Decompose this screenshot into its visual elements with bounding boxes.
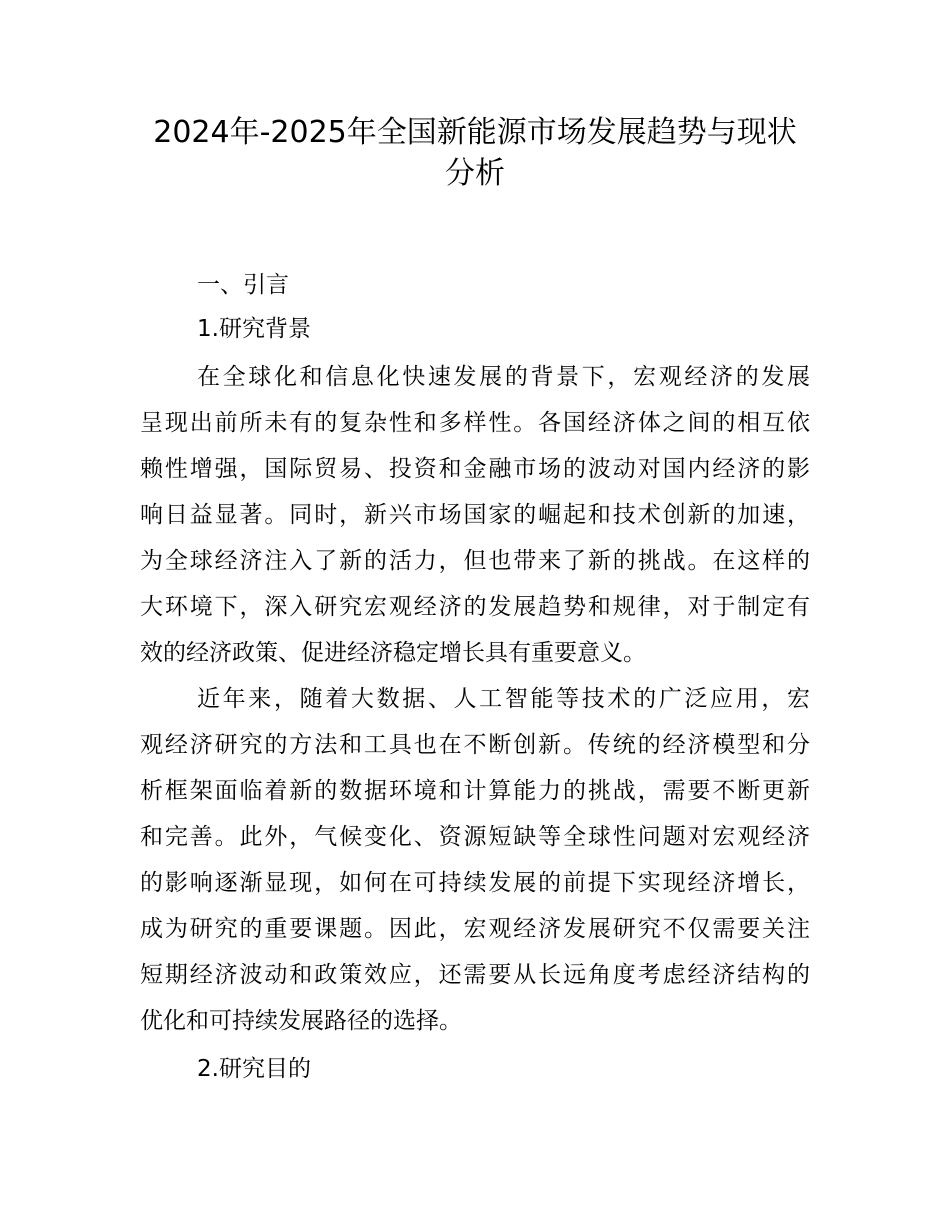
- paragraph-line: 大环境下，深入研究宏观经济的发展趋势和规律，对于制定有: [140, 594, 810, 620]
- document-title-line-1: 2024年-2025年全国新能源市场发展趋势与现状: [153, 115, 797, 150]
- section-heading-intro: 一、引言: [197, 272, 289, 298]
- paragraph-line: 析框架面临着新的数据环境和计算能力的挑战，需要不断更新: [140, 778, 810, 804]
- paragraph-line: 成为研究的重要课题。因此，宏观经济发展研究不仅需要关注: [140, 916, 810, 942]
- paragraph-line: 赖性增强，国际贸易、投资和金融市场的波动对国内经济的影: [140, 456, 810, 482]
- subsection-heading-purpose: 2.研究目的: [197, 1056, 311, 1082]
- paragraph-line: 的影响逐渐显现，如何在可持续发展的前提下实现经济增长，: [140, 870, 810, 896]
- paragraph-line: 呈现出前所未有的复杂性和多样性。各国经济体之间的相互依: [140, 410, 810, 436]
- paragraph-line: 短期经济波动和政策效应，还需要从长远角度考虑经济结构的: [140, 962, 810, 988]
- paragraph-line: 为全球经济注入了新的活力，但也带来了新的挑战。在这样的: [140, 548, 810, 574]
- paragraph-line: 和完善。此外，气候变化、资源短缺等全球性问题对宏观经济: [140, 824, 810, 850]
- paragraph-line: 观经济研究的方法和工具也在不断创新。传统的经济模型和分: [140, 732, 810, 758]
- paragraph-line: 优化和可持续发展路径的选择。: [140, 1008, 462, 1034]
- subsection-heading-background: 1.研究背景: [197, 316, 311, 342]
- document-title-line-2: 分析: [445, 156, 505, 191]
- paragraph-line: 响日益显著。同时，新兴市场国家的崛起和技术创新的加速，: [140, 502, 810, 528]
- paragraph-line: 近年来，随着大数据、人工智能等技术的广泛应用，宏: [197, 686, 810, 712]
- paragraph-line: 在全球化和信息化快速发展的背景下，宏观经济的发展: [197, 364, 810, 390]
- paragraph-line: 效的经济政策、促进经济稳定增长具有重要意义。: [140, 640, 646, 666]
